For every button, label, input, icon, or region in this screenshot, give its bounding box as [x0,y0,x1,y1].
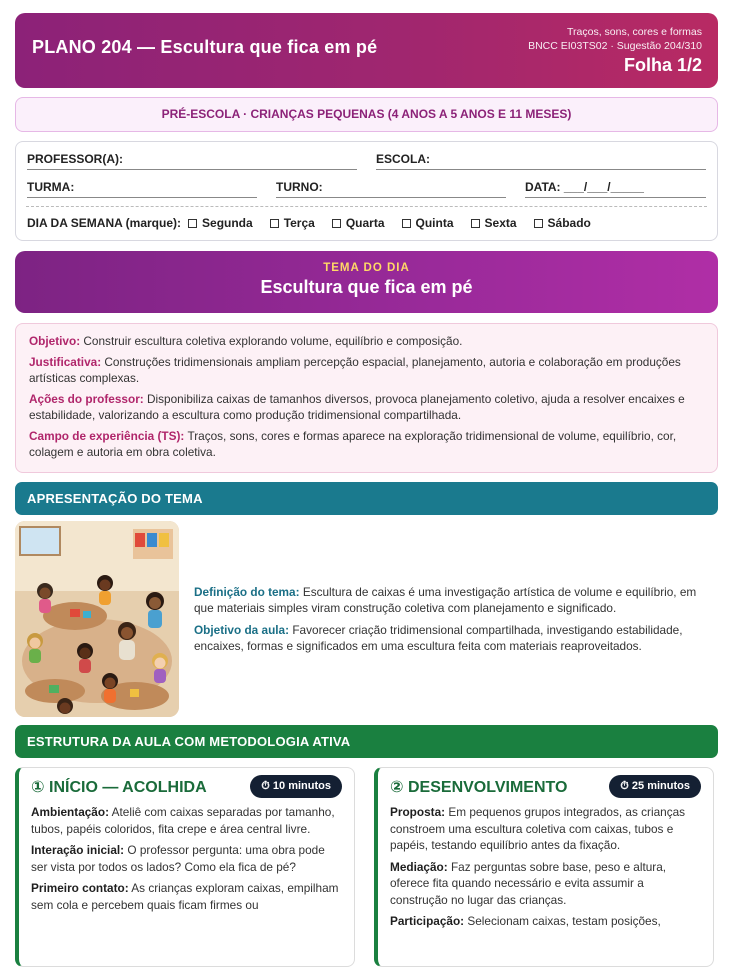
bncc-code: BNCC EI03TS02 · Sugestão 204/310 [528,40,702,52]
weekday-label: DIA DA SEMANA (marque): [27,216,182,230]
weekday-option[interactable]: Sexta [471,216,517,230]
school-label: ESCOLA: [376,152,430,166]
theme-definition: Definição do tema: Escultura de caixas é uma investigação artística de volume e equilíbrio, em que materiais simples viram construção coletiva com planejamento e significado. [194,585,697,615]
stage-card-development [374,767,714,967]
header-meta [528,25,702,76]
class-field[interactable] [27,180,257,198]
stage-title: ① INÍCIO — ACOLHIDA [31,779,207,796]
stage-item: Participação: Selecionam caixas, testam posições, [390,914,661,928]
weekday-row [27,216,608,230]
sheet-number: Folha 1/2 [623,55,702,75]
lesson-goal: Objetivo da aula: Favorecer criação tridimensional compartilhada, investigando estabilidade, encaixes, formas e significados em uma escultura feita com materiais reaproveitados. [194,623,683,653]
class-label: TURMA: [27,180,75,194]
stage-item: Primeiro contato: As crianças exploram caixas, empilham sem cola e percebem quais ficam firmes ou [31,881,339,912]
justification-item: Justificativa: Construções tridimensionais ampliam percepção espacial, planejamento, autoria e colaboração em produções artísticas complexas. [29,354,681,385]
teacher-label: PROFESSOR(A): [27,152,123,166]
theme-kicker: TEMA DO DIA [323,262,410,274]
checkbox-icon[interactable] [188,219,197,228]
weekday-option[interactable]: Sábado [534,216,591,230]
weekday-option[interactable]: Segunda [188,216,253,230]
stage-item: Mediação: Faz perguntas sobre base, peso e altura, oferece fita quando necessário e evita assumir a construção no lugar das crianças. [390,859,667,907]
identification-form [15,141,718,241]
stage-item: Interação inicial: O professor pergunta: uma obra pode ser vista por todos os lados? Como ela fica de pé? [31,843,325,874]
presentation-text [194,584,714,660]
experience-field-item: Campo de experiência (TS): Traços, sons, cores e formas aparece na exploração tridimensional de volume, equilíbrio, cor, colagem e autoria em obra coletiva. [29,428,677,459]
weekday-option[interactable]: Quinta [402,216,454,230]
stage-card-start [15,767,355,967]
date-field[interactable] [525,180,706,198]
duration-badge: ⏱ 25 minutos [609,775,701,798]
presentation-section-header: APRESENTAÇÃO DO TEMA [15,482,718,515]
teacher-field[interactable] [27,152,357,170]
stage-item: Ambientação: Ateliê com caixas separadas por tamanho, tubos, papéis coloridos, fita crepe e área central livre. [31,805,335,836]
checkbox-icon[interactable] [402,219,411,228]
checkbox-icon[interactable] [332,219,341,228]
theme-banner [15,251,718,313]
plan-title: PLANO 204 — Escultura que fica em pé [32,37,378,57]
shift-label: TURNO: [276,180,323,194]
form-divider [26,206,707,207]
stage-title: ② DESENVOLVIMENTO [390,779,568,796]
objective-item: Objetivo: Construir escultura coletiva explorando volume, equilíbrio e composição. [29,334,463,348]
weekday-option[interactable]: Terça [270,216,315,230]
page-header [15,13,718,88]
structure-section-header: ESTRUTURA DA AULA COM METODOLOGIA ATIVA [15,725,718,758]
stage-body [390,804,701,935]
classroom-illustration [15,521,179,717]
school-field[interactable] [376,152,706,170]
shift-field[interactable] [276,180,506,198]
checkbox-icon[interactable] [534,219,543,228]
theme-name: Escultura que fica em pé [260,277,473,297]
subject-label: Traços, sons, cores e formas [567,26,702,38]
checkbox-icon[interactable] [471,219,480,228]
date-label: DATA: ___/___/_____ [525,180,644,194]
duration-badge: ⏱ 10 minutos [250,775,342,798]
age-level-banner: PRÉ-ESCOLA · CRIANÇAS PEQUENAS (4 ANOS A 5 ANOS E 11 MESES) [15,97,718,132]
weekday-option[interactable]: Quarta [332,216,385,230]
objectives-box [15,323,718,473]
stage-body [31,804,342,918]
stage-item: Proposta: Em pequenos grupos integrados, as crianças constroem uma escultura coletiva com caixas, tubos e papéis, testando equilíbrio antes da fixação. [390,805,686,852]
checkbox-icon[interactable] [270,219,279,228]
teacher-actions-item: Ações do professor: Disponibiliza caixas de tamanhos diversos, provoca planejamento coletivo, ajuda a resolver encaixes e estabilidade, valorizando a escultura como produção tridimensional compartilhada. [29,391,685,422]
